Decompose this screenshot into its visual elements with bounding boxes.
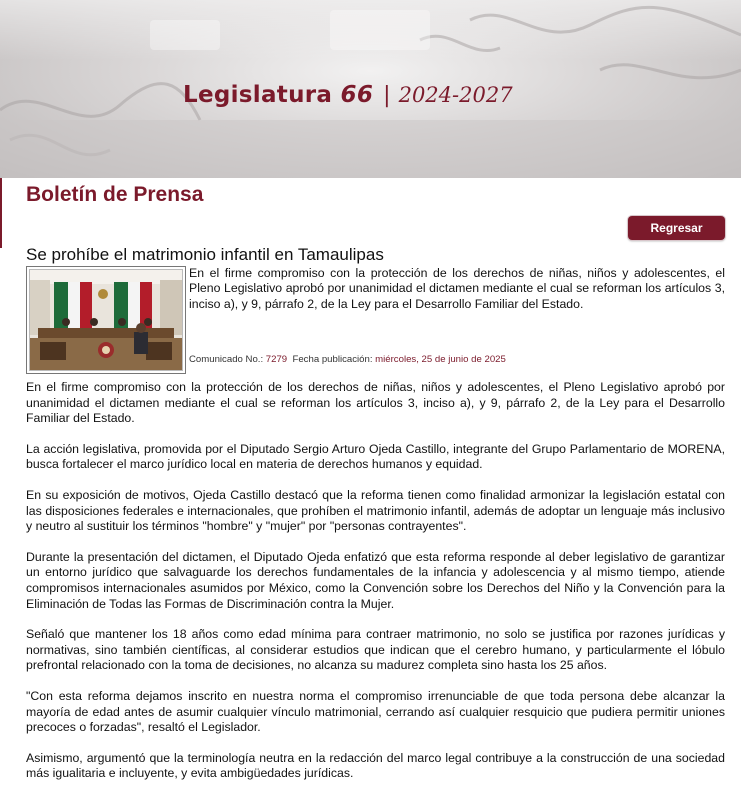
article-paragraph: Durante la presentación del dictamen, el Diputado Ojeda enfatizó que esta reforma responde al deber legislativo de garantizar un entorno jurídico que salvaguarde los derechos fundamentales de la infancia y adolescencia y al mismo tiempo, atiende compromisos internacionales asumidos por México, como la Convención sobre los Derechos del Niño y la Convención para la Eliminación de Todas las Formas de Discriminación contra la Mujer.: [26, 549, 725, 611]
back-button[interactable]: Regresar: [628, 216, 725, 240]
brand-name: Legislatura 66: [183, 82, 374, 108]
fecha-value: miércoles, 25 de junio de 2025: [375, 354, 506, 365]
article-meta: [189, 354, 506, 365]
article-paragraph: En el firme compromiso con la protección de los derechos de niñas, niños y adolescentes, el Pleno Legislativo aprobó por unanimidad el dictamen mediante el cual se reforman los artículos 3, inciso a), y 9, párrafo 2, de la Ley para el Desarrollo Familiar del Estado.: [26, 380, 725, 426]
article-paragraph: Asimismo, argumentó que la terminología neutra en la redacción del marco legal contribuye a la construcción de una sociedad más igualitaria e incluyente, y evita ambigüedades jurídicas.: [26, 750, 725, 781]
brand-years: 2024-2027: [398, 83, 513, 107]
article-photo: [26, 266, 186, 374]
comunicado-label: Comunicado No.:: [189, 354, 264, 365]
article-paragraph: En su exposición de motivos, Ojeda Castillo destacó que la reforma tienen como finalidad armonizar la legislación estatal con las disposiciones federales e internacionales, que prohíben el matrimonio infantil, además de adoptar un lenguaje más inclusivo y neutro al sustituir los términos "hombre" y "mujer" por "personas contrayentes".: [26, 487, 725, 534]
article-summary: En el firme compromiso con la protección de los derechos de niñas, niños y adolescentes, el Pleno Legislativo aprobó por unanimidad el dictamen mediante el cual se reforman los artículos 3, inciso a), y 9, párrafo 2, de la Ley para el Desarrollo Familiar del Estado.: [189, 266, 725, 311]
fecha-label: Fecha publicación:: [292, 354, 373, 365]
article-paragraph: Señaló que mantener los 18 años como edad mínima para contraer matrimonio, no solo se justifica por razones jurídicas y normativas, sino también científicas, al considerar estudios que indican que el cerebro humano, y particularmente el lóbulo prefrontal relacionado con la toma de decisiones, no alcanza su madurez completa sino hasta los 25 años.: [26, 627, 725, 673]
congress-photo: [30, 270, 182, 370]
section-title: Boletín de Prensa: [26, 183, 204, 206]
brand-separator: |: [383, 83, 391, 108]
header-banner: [0, 0, 741, 178]
legislatura-logo: [183, 82, 513, 108]
comunicado-number: 7279: [265, 354, 288, 365]
article-paragraph: "Con esta reforma dejamos inscrito en nuestra norma el compromiso irrenunciable de que toda persona debe alcanzar la mayoría de edad antes de asumir cualquier vínculo matrimonial, cerrando así cualquier resquicio que pudiera permitir uniones precoces o forzadas", resaltó el Legislador.: [26, 688, 725, 735]
brand-number: 66: [340, 82, 374, 108]
article-paragraph: La acción legislativa, promovida por el Diputado Sergio Arturo Ojeda Castillo, integrante del Grupo Parlamentario de MORENA, busca fortalecer el marco jurídico local en materia de derechos humanos y equidad.: [26, 441, 725, 472]
article-body: [26, 380, 725, 797]
article-title: Se prohíbe el matrimonio infantil en Tamaulipas: [26, 245, 384, 264]
side-accent-line: [0, 178, 2, 248]
